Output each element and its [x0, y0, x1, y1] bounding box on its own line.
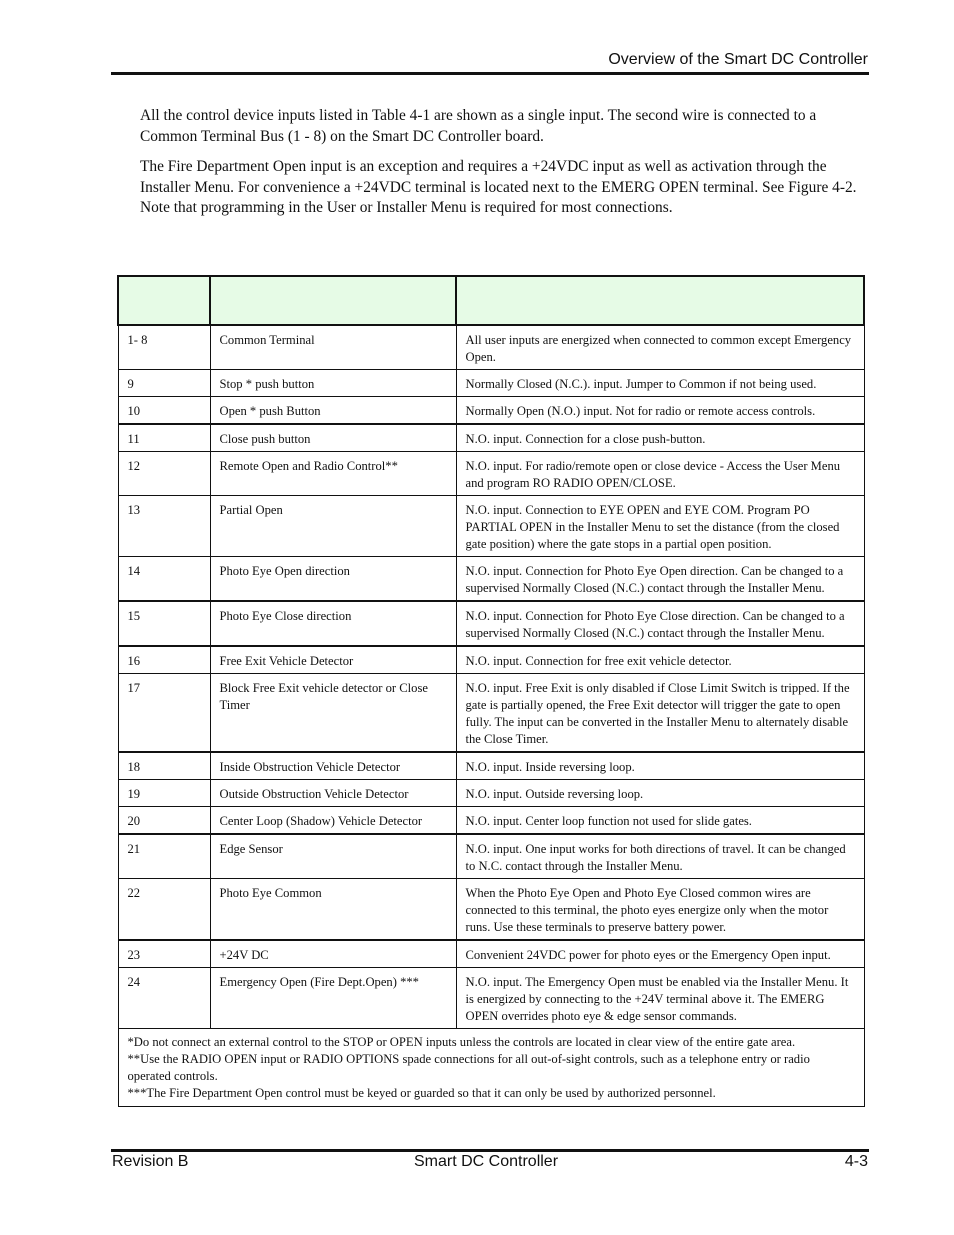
terminal-cell: 24 — [118, 968, 210, 1029]
input-name-cell: Photo Eye Common — [210, 879, 456, 941]
page-header-title: Overview of the Smart DC Controller — [608, 51, 868, 68]
table-row — [118, 807, 864, 835]
table-row — [118, 601, 864, 646]
input-name-cell: Partial Open — [210, 496, 456, 557]
input-name-cell: Close push button — [210, 424, 456, 452]
description-cell: N.O. input. For radio/remote open or close device - Access the User Menu and program RO RADIO OPEN/CLOSE. — [456, 452, 864, 496]
table-row — [118, 646, 864, 674]
terminal-cell: 14 — [118, 557, 210, 602]
table-row — [118, 557, 864, 602]
description-cell: N.O. input. Connection to EYE OPEN and EYE COM. Program PO PARTIAL OPEN in the Installer Menu to set the distance (from the closed gate position) where the gate stops in a partial open position. — [456, 496, 864, 557]
table-row — [118, 968, 864, 1029]
table-row — [118, 325, 864, 370]
table-row — [118, 834, 864, 879]
footnote: **Use the RADIO OPEN input or RADIO OPTIONS spade connections for all out-of-sight controls, such as a telephone entry or radio operated controls. — [127, 1052, 810, 1083]
table-row — [118, 397, 864, 425]
description-cell: Normally Closed (N.C.). input. Jumper to Common if not being used. — [456, 370, 864, 397]
intro-paragraph: The Fire Department Open input is an exception and requires a +24VDC input as well as activation through the Installer Menu. For convenience a +24VDC terminal is located next to the EMERG OPEN terminal. See Figure 4-2. Note that programming in the User or Installer Menu is required for most connections. — [140, 158, 857, 216]
terminal-cell: 10 — [118, 397, 210, 425]
footer-product: Smart DC Controller — [414, 1153, 559, 1170]
terminal-cell: 21 — [118, 834, 210, 879]
input-name-cell: +24V DC — [210, 940, 456, 968]
description-cell: N.O. input. Connection for free exit vehicle detector. — [456, 646, 864, 674]
footnote: *Do not connect an external control to the STOP or OPEN inputs unless the controls are located in clear view of the entire gate area. — [127, 1035, 796, 1049]
footnotes-cell — [118, 1029, 864, 1107]
table-footnote-row — [118, 1029, 864, 1107]
input-name-cell: Stop * push button — [210, 370, 456, 397]
description-cell: All user inputs are energized when connected to common except Emergency Open. — [456, 325, 864, 370]
description-cell: N.O. input. Center loop function not used for slide gates. — [456, 807, 864, 835]
input-name-cell: Inside Obstruction Vehicle Detector — [210, 752, 456, 780]
description-cell: N.O. input. One input works for both directions of travel. It can be changed to N.C. contact through the Installer Menu. — [456, 834, 864, 879]
footnote: ***The Fire Department Open control must be keyed or guarded so that it can only be used by authorized personnel. — [127, 1086, 716, 1100]
terminal-cell: 18 — [118, 752, 210, 780]
description-cell: Normally Open (N.O.) input. Not for radio or remote access controls. — [456, 397, 864, 425]
input-name-cell: Photo Eye Open direction — [210, 557, 456, 602]
terminal-cell: 13 — [118, 496, 210, 557]
terminal-cell: 11 — [118, 424, 210, 452]
table-row — [118, 752, 864, 780]
table-row — [118, 940, 864, 968]
input-name-cell: Center Loop (Shadow) Vehicle Detector — [210, 807, 456, 835]
input-name-cell: Free Exit Vehicle Detector — [210, 646, 456, 674]
terminal-cell: 23 — [118, 940, 210, 968]
description-cell: N.O. input. Outside reversing loop. — [456, 780, 864, 807]
terminal-cell: 12 — [118, 452, 210, 496]
footer-revision: Revision B — [112, 1153, 189, 1170]
input-name-cell: Remote Open and Radio Control** — [210, 452, 456, 496]
input-name-cell: Edge Sensor — [210, 834, 456, 879]
description-cell: Convenient 24VDC power for photo eyes or the Emergency Open input. — [456, 940, 864, 968]
description-cell: N.O. input. Connection for Photo Eye Open direction. Can be changed to a supervised Normally Closed (N.C.) contact through the Installer Menu. — [456, 557, 864, 602]
description-cell: N.O. input. Connection for Photo Eye Close direction. Can be changed to a supervised Normally Closed (N.C.) contact through the Installer Menu. — [456, 601, 864, 646]
table-row — [118, 674, 864, 753]
input-name-cell: Common Terminal — [210, 325, 456, 370]
terminal-cell: 20 — [118, 807, 210, 835]
description-cell: N.O. input. Free Exit is only disabled if Close Limit Switch is tripped. If the gate is partially opened, the Free Exit detector will trigger the gate to open fully. The input can be converted in the Installer Menu to alternately disable the Close Timer. — [456, 674, 864, 753]
header-cell — [210, 276, 456, 325]
description-cell: N.O. input. Connection for a close push-button. — [456, 424, 864, 452]
terminal-cell: 19 — [118, 780, 210, 807]
terminal-cell: 9 — [118, 370, 210, 397]
input-name-cell: Outside Obstruction Vehicle Detector — [210, 780, 456, 807]
table-row — [118, 370, 864, 397]
terminal-cell: 16 — [118, 646, 210, 674]
terminal-cell: 17 — [118, 674, 210, 753]
table-header-row — [118, 276, 864, 325]
description-cell: N.O. input. The Emergency Open must be enabled via the Installer Menu. It is energized by connecting to the +24V terminal above it. The EMERG OPEN overrides photo eye & edge sensor commands. — [456, 968, 864, 1029]
terminal-cell: 22 — [118, 879, 210, 941]
table-row — [118, 879, 864, 941]
footer-rule — [111, 1149, 869, 1152]
header-cell — [118, 276, 210, 325]
header-rule — [111, 72, 869, 75]
terminal-cell: 1- 8 — [118, 325, 210, 370]
table-row — [118, 496, 864, 557]
input-name-cell: Open * push Button — [210, 397, 456, 425]
terminal-cell: 15 — [118, 601, 210, 646]
description-cell: N.O. input. Inside reversing loop. — [456, 752, 864, 780]
intro-paragraph: All the control device inputs listed in Table 4-1 are shown as a single input. The second wire is connected to a Common Terminal Bus (1 - 8) on the Smart DC Controller board. — [140, 107, 817, 145]
description-cell: When the Photo Eye Open and Photo Eye Closed common wires are connected to this terminal, the photo eyes energize only when the motor runs. Use these terminals to preserve battery power. — [456, 879, 864, 941]
table-row — [118, 780, 864, 807]
input-name-cell: Emergency Open (Fire Dept.Open) *** — [210, 968, 456, 1029]
intro-text — [140, 106, 870, 229]
input-name-cell: Block Free Exit vehicle detector or Close Timer — [210, 674, 456, 753]
control-inputs-table — [117, 275, 865, 1107]
header-cell — [456, 276, 864, 325]
footer-page-number: 4-3 — [844, 1153, 868, 1170]
table-row — [118, 424, 864, 452]
table-row — [118, 452, 864, 496]
input-name-cell: Photo Eye Close direction — [210, 601, 456, 646]
